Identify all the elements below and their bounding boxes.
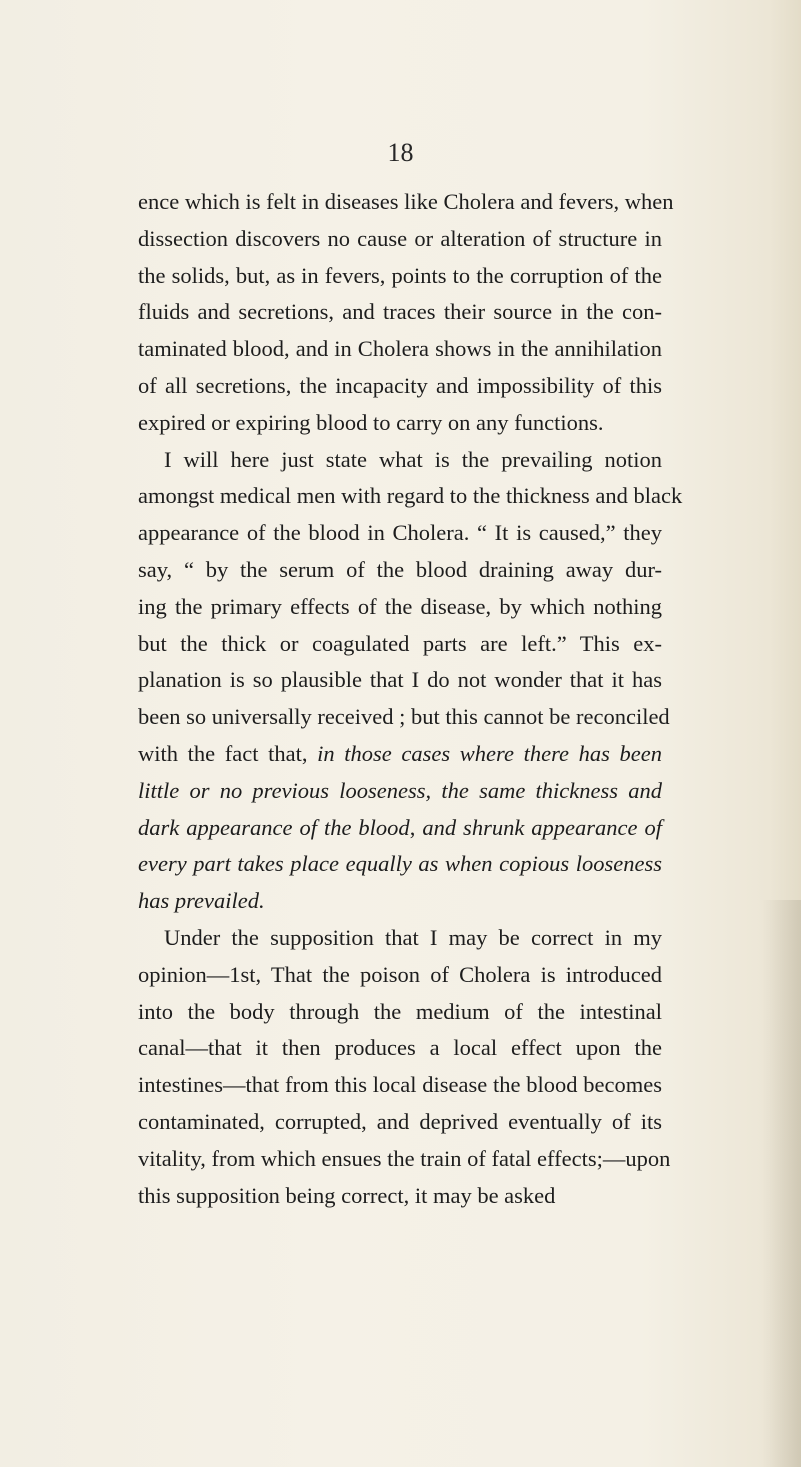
text-line [138, 883, 662, 920]
text-segment: ence which is felt in diseases like Cholera and fevers, when [138, 189, 674, 214]
italic-text: and shrunk appearance of [422, 814, 663, 840]
text-segment: canal—that it then produces a local effect upon the [138, 1035, 662, 1061]
text-segment: Under the supposition that I may be correct in my [164, 924, 662, 950]
body-text [138, 184, 683, 1214]
text-segment: taminated blood, and in Cholera shows in the annihilation [138, 336, 662, 362]
page-edge-shadow [761, 900, 801, 1467]
text-line [138, 1141, 671, 1178]
text-line [138, 405, 662, 442]
text-line [138, 846, 662, 883]
text-line [138, 773, 662, 810]
text-line [138, 626, 662, 663]
text-line [138, 1178, 662, 1215]
text-segment: of all secretions, the incapacity and impossibility of this [138, 372, 662, 398]
text-segment: intestines—that from this local disease the blood becomes [138, 1072, 662, 1098]
text-segment: been so universally received ; but this cannot be reconciled [138, 704, 670, 730]
text-line [138, 589, 662, 626]
text-line [138, 331, 662, 368]
text-line [138, 368, 662, 405]
text-line [138, 810, 662, 847]
text-line [138, 957, 662, 994]
text-segment: planation is so plausible that I do not wonder that it has [138, 667, 662, 693]
text-line [138, 699, 670, 736]
text-line [138, 184, 674, 221]
text-segment: vitality, from which ensues the train of fatal effects;—upon [138, 1145, 671, 1171]
text-segment: the solids, but, as in fevers, points to the corruption of the [138, 262, 662, 288]
text-line [138, 478, 683, 515]
text-segment: contaminated, corrupted, and deprived eventually of its [138, 1108, 662, 1134]
text-line [138, 920, 662, 957]
italic-text: in those cases where there has been [317, 740, 662, 766]
text-line [138, 994, 662, 1031]
text-line [138, 258, 662, 295]
italic-text: every part takes place equally as when copious looseness [138, 851, 662, 877]
text-segment: amongst medical men with regard to the thickness and black [138, 483, 683, 509]
text-segment: I will here just state what is the prevailing notion [164, 446, 662, 472]
italic-text: dark appearance of the blood [138, 814, 410, 840]
text-segment: dissection discovers no cause or alteration of structure in [138, 225, 662, 251]
text-segment: fluids and secretions, and traces their source in the con- [138, 299, 662, 325]
text-segment: appearance of the blood in Cholera. “ It is caused,” they [138, 520, 662, 546]
text-segment: , [409, 814, 423, 840]
text-line [138, 552, 662, 589]
page-number: 18 [387, 138, 414, 167]
text-segment: expired or expiring blood to carry on any functions. [138, 409, 604, 435]
text-line [138, 736, 662, 773]
text-line [138, 442, 662, 479]
italic-text: has prevailed. [138, 888, 265, 914]
text-line [138, 1104, 662, 1141]
text-segment: opinion—1st, That the poison of Cholera is introduced [138, 961, 662, 987]
text-segment: ing the primary effects of the disease, by which nothing [138, 593, 662, 619]
text-line [138, 662, 662, 699]
italic-text: little or no previous looseness, the same thickness and [138, 777, 662, 803]
text-line [138, 221, 662, 258]
text-segment: with the fact that, [138, 740, 318, 766]
text-line [138, 1030, 662, 1067]
text-segment: but the thick or coagulated parts are left.” This ex- [138, 630, 662, 656]
text-line [138, 515, 662, 552]
text-segment: into the body through the medium of the intestinal [138, 998, 662, 1024]
text-line [138, 1067, 662, 1104]
text-line [138, 294, 662, 331]
text-segment: say, “ by the serum of the blood draining away dur- [138, 556, 662, 582]
text-segment: this supposition being correct, it may be asked [138, 1182, 556, 1208]
